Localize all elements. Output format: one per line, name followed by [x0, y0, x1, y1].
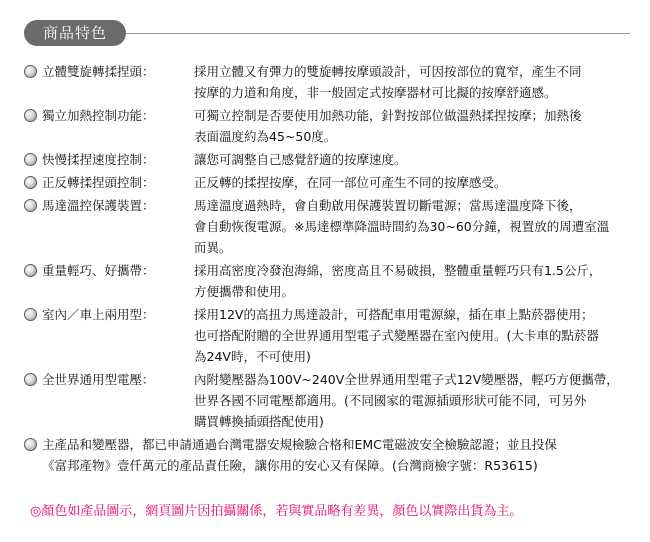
feature-item	[24, 105, 634, 147]
feature-label: 獨立加熱控制功能：	[42, 108, 155, 123]
feature-item	[24, 61, 634, 103]
certification-text: 主產品和變壓器，都已申請通過台灣電器安規檢驗合格和EMC電磁波安全檢驗認證；並且投保 《富邦產物》壹仟萬元的產品責任險，讓你用的安心又有保障。(台灣商檢字號：R53615)	[42, 437, 557, 473]
feature-item	[24, 369, 634, 432]
feature-item	[24, 195, 634, 258]
feature-label: 立體雙旋轉揉捏頭：	[42, 64, 155, 79]
feature-label: 重量輕巧、好攜帶：	[42, 263, 155, 278]
feature-description: 讓您可調整自己感覺舒適的按摩速度。	[194, 152, 407, 167]
bullet-circle-icon	[24, 438, 37, 451]
feature-description: 採用立體又有彈力的雙旋轉按摩頭設計，可因按部位的寬窄，產生不同 按摩的力道和角度，非一般固定式按摩器材可比擬的按摩舒適感。	[194, 64, 582, 100]
bullet-circle-icon	[24, 308, 37, 321]
feature-label: 快慢揉捏速度控制：	[42, 152, 155, 167]
feature-label: 室內／車上兩用型：	[42, 307, 155, 322]
bullet-circle-icon	[24, 176, 37, 189]
feature-description: 採用高密度冷發泡海綿，密度高且不易破損，整體重量輕巧只有1.5公斤， 方便攜帶和使用。	[194, 263, 602, 299]
bullet-circle-icon	[24, 373, 37, 386]
feature-item	[24, 172, 634, 193]
header-divider	[126, 33, 630, 34]
feature-description: 採用12V的高扭力馬達設計，可搭配車用電源線，插在車上點菸器使用； 也可搭配附贈的全世界通用型電子式變壓器在室內使用。(大卡車的點菸器 為24V時，不可使用)	[194, 307, 599, 364]
color-disclaimer: ◎顏色如產品圖示，網頁圖片因拍攝關係，若與實品略有差異，顏色以實際出貨為主。	[30, 504, 523, 519]
feature-list	[24, 61, 634, 476]
bullet-circle-icon	[24, 109, 37, 122]
feature-item	[24, 260, 634, 302]
bullet-circle-icon	[24, 199, 37, 212]
bullet-circle-icon	[24, 65, 37, 78]
feature-description: 可獨立控制是否要使用加熱功能，針對按部位做溫熱揉捏按摩；加熱後 表面溫度約為45~50度。	[194, 108, 582, 144]
feature-label: 全世界通用型電壓：	[42, 372, 155, 387]
bullet-circle-icon	[24, 153, 37, 166]
certification-note	[24, 434, 634, 476]
feature-description: 馬達溫度過熱時，會自動啟用保護裝置切斷電源；當馬達溫度降下後， 會自動恢復電源。※馬達標準降溫時間約為30~60分鐘，視置放的周遭室溫 而異。	[194, 198, 610, 255]
bullet-circle-icon	[24, 264, 37, 277]
feature-label: 正反轉揉捏頭控制：	[42, 175, 155, 190]
section-title-badge: 商品特色	[24, 20, 126, 46]
feature-item	[24, 149, 634, 170]
feature-description: 內附變壓器為100V~240V全世界通用型電子式12V變壓器，輕巧方便攜帶， 世界各國不同電壓都適用。(不同國家的電源插頭形狀可能不同，可另外 購買轉換插頭搭配使用)	[194, 372, 619, 429]
feature-item	[24, 304, 634, 367]
feature-label: 馬達溫控保護裝置：	[42, 198, 155, 213]
feature-description: 正反轉的揉捏按摩，在同一部位可產生不同的按摩感受。	[194, 175, 507, 190]
